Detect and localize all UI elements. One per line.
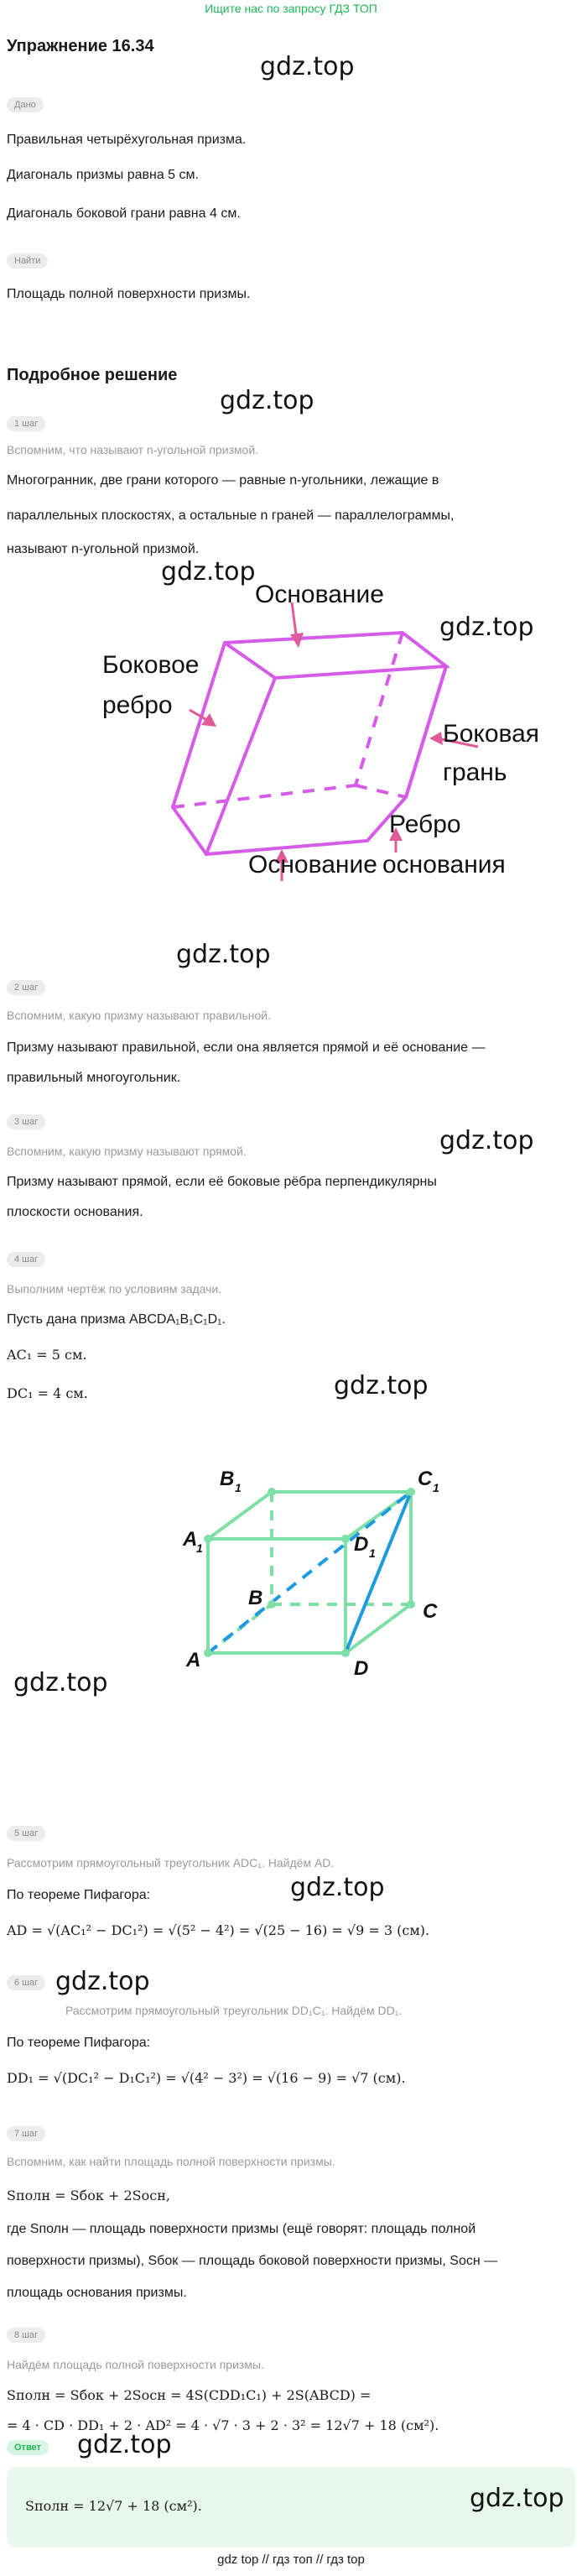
watermark: gdz.top xyxy=(439,613,534,642)
step-text: называют n-угольной призмой. xyxy=(7,542,200,556)
watermark: gdz.top xyxy=(220,386,314,415)
step-hint: Выполним чертёж по условиям задачи. xyxy=(7,1282,222,1296)
step-text: По теореме Пифагора: xyxy=(7,2036,151,2050)
step-text: Многогранник, две грани которого — равные n-угольники, лежащие в xyxy=(7,473,439,488)
formula-step8-line2: = 4 · CD · DD₁ + 2 · AD² = 4 · √7 · 3 + 2 · 3² = 12√7 + 18 (см²). xyxy=(7,2417,439,2433)
step-text: где Sполн — площадь поверхности призмы (ещё говорят: площадь полной xyxy=(7,2222,476,2236)
prism-label-base-edge: основания xyxy=(382,851,506,879)
prism-diagram xyxy=(84,579,553,906)
vertex-c1: C xyxy=(418,1468,433,1490)
vertex-d: D xyxy=(354,1657,369,1680)
step-hint: Рассмотрим прямоугольный треугольник ADC₁. Найдём AD. xyxy=(7,1856,335,1869)
given-item: Диагональ призмы равна 5 см. xyxy=(7,168,199,182)
formula-surface: Sполн = Sбок + 2Sосн, xyxy=(7,2188,170,2203)
step-text: правильный многоугольник. xyxy=(7,1071,181,1085)
formula-ad: AD = √(AC₁² − DC₁²) = √(5² − 4²) = √(25 − 16) = √9 = 3 (см). xyxy=(7,1922,430,1938)
watermark: gdz.top xyxy=(290,1873,385,1902)
formula-step8-line1: Sполн = Sбок + 2Sосн = 4S(CDD₁C₁) + 2S(ABCD) = xyxy=(7,2387,372,2403)
step-text: По теореме Пифагора: xyxy=(7,1888,151,1902)
vertex-subscript: 1 xyxy=(196,1541,203,1555)
step-badge: 1 шаг xyxy=(7,416,45,431)
search-banner: Ищите нас по запросу ГДЗ ТОП xyxy=(205,2,377,15)
prism-label-lateral-edge: ребро xyxy=(102,691,173,719)
cube-diagram xyxy=(168,1426,453,1720)
step-hint: Рассмотрим прямоугольный треугольник DD₁C₁. Найдём DD₁. xyxy=(65,2004,403,2017)
formula-dd1: DD₁ = √(DC₁² − D₁C₁²) = √(4² − 3²) = √(16 − 9) = √7 (см). xyxy=(7,2070,406,2086)
watermark: gdz.top xyxy=(439,1126,534,1155)
step-text: Пусть дана призма ABCDA₁B₁C₁D₁. xyxy=(7,1312,226,1327)
step-hint: Вспомним, какую призму называют прямой. xyxy=(7,1145,247,1158)
solution-title: Подробное решение xyxy=(7,366,178,384)
step-badge: 2 шаг xyxy=(7,980,45,995)
step-badge: 7 шаг xyxy=(7,2126,45,2141)
formula-dc1: DC₁ = 4 см. xyxy=(7,1385,88,1401)
prism-label-lateral-face: Боковая xyxy=(443,720,540,748)
vertex-a: A xyxy=(186,1649,201,1671)
watermark: gdz.top xyxy=(161,557,256,587)
vertex-d1: D xyxy=(354,1533,369,1556)
prism-label-lateral-edge: Боковое xyxy=(102,651,200,679)
footer-links[interactable]: gdz top // гдз топ // гдз top xyxy=(217,2553,365,2567)
given-badge: Дано xyxy=(7,97,44,112)
watermark: gdz.top xyxy=(260,52,355,81)
formula-ac1: AC₁ = 5 см. xyxy=(7,1347,87,1363)
answer-text: Sполн = 12√7 + 18 (см²). xyxy=(25,2498,202,2514)
given-item: Диагональ боковой грани равна 4 см. xyxy=(7,206,241,221)
exercise-title: Упражнение 16.34 xyxy=(7,37,154,55)
find-item: Площадь полной поверхности призмы. xyxy=(7,287,251,301)
step-hint: Вспомним, какую призму называют правильной. xyxy=(7,1009,271,1022)
prism-label-base-bottom: Основание xyxy=(248,851,377,879)
given-item: Правильная четырёхугольная призма. xyxy=(7,133,247,147)
vertex-b1: B xyxy=(220,1468,235,1490)
vertex-subscript: 1 xyxy=(433,1481,439,1494)
watermark: gdz.top xyxy=(77,2430,172,2459)
vertex-b: B xyxy=(248,1587,263,1609)
step-badge: 8 шаг xyxy=(7,2328,45,2343)
step-text: Призму называют правильной, если она является прямой и её основание — xyxy=(7,1040,486,1055)
step-hint: Найдём площадь полной поверхности призмы. xyxy=(7,2358,264,2371)
watermark: gdz.top xyxy=(470,2484,564,2513)
vertex-subscript: 1 xyxy=(369,1546,376,1560)
step-badge: 6 шаг xyxy=(7,1975,45,1990)
watermark: gdz.top xyxy=(334,1371,429,1400)
step-text: Призму называют прямой, если её боковые рёбра перпендикулярны xyxy=(7,1175,437,1189)
step-badge: 5 шаг xyxy=(7,1826,45,1841)
prism-label-base-top: Основание xyxy=(255,581,384,608)
watermark: gdz.top xyxy=(13,1668,108,1697)
step-badge: 3 шаг xyxy=(7,1114,45,1129)
step-text: поверхности призмы), Sбок — площадь боковой поверхности призмы, Sосн — xyxy=(7,2254,498,2268)
step-hint: Вспомним, как найти площадь полной поверхности призмы. xyxy=(7,2155,335,2168)
step-text: площадь основания призмы. xyxy=(7,2286,187,2300)
answer-badge: Ответ xyxy=(7,2440,49,2455)
find-badge: Найти xyxy=(7,253,48,269)
vertex-a1: A xyxy=(183,1528,198,1551)
prism-label-lateral-face: грань xyxy=(443,759,507,786)
watermark: gdz.top xyxy=(176,940,271,969)
vertex-subscript: 1 xyxy=(235,1481,242,1494)
watermark: gdz.top xyxy=(55,1967,150,1996)
step-badge: 4 шаг xyxy=(7,1252,45,1267)
step-text: параллельных плоскостях, а остальные n граней — параллелограммы, xyxy=(7,508,455,523)
step-text: плоскости основания. xyxy=(7,1205,143,1219)
prism-label-base-edge: Ребро xyxy=(389,811,461,838)
vertex-c: C xyxy=(423,1600,438,1623)
step-hint: Вспомним, что называют n-угольной призмой. xyxy=(7,443,259,456)
